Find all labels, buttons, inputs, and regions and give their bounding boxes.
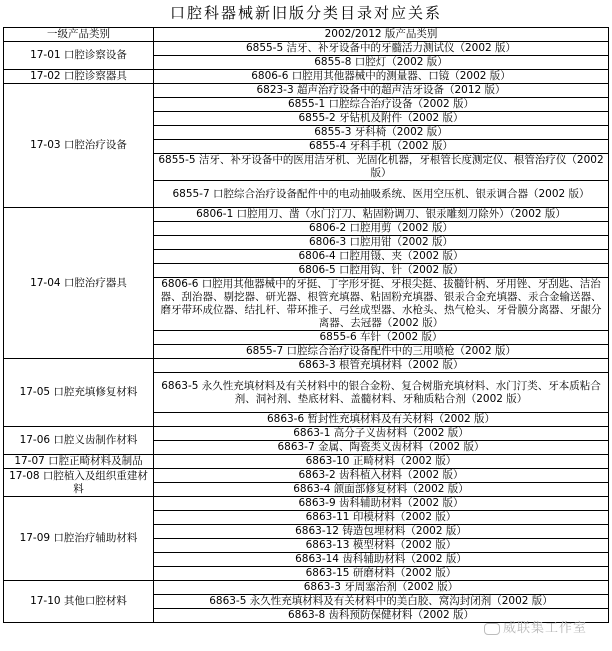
product-category-cell: 17-10 其他口腔材料 — [4, 581, 154, 623]
product-category-cell: 17-01 口腔诊察设备 — [4, 42, 154, 70]
product-category-cell: 17-03 口腔治疗设备 — [4, 84, 154, 208]
old-category-cell: 6863-7 金属、陶瓷类义齿材料（2002 版） — [154, 441, 609, 455]
old-category-cell: 6806-6 口腔用其他器械中的测量器、口镜（2002 版） — [154, 70, 609, 84]
product-category-cell: 17-04 口腔治疗器具 — [4, 208, 154, 359]
table-row — [4, 359, 609, 373]
header-old-version: 2002/2012 版产品类别 — [154, 28, 609, 42]
old-category-cell: 6855-5 洁牙、补牙设备中的医用洁牙机、光固化机器，牙根管长度测定仪、根管治疗仪（2002 版） — [154, 154, 609, 181]
old-category-cell: 6863-5 永久性充填材料及有关材料中的银合金粉、复合树脂充填材料、水门汀类、牙本质粘合剂、洞衬剂、垫底材料、盖髓材料、牙釉质粘合剂（2002 版） — [154, 373, 609, 413]
old-category-cell: 6855-7 口腔综合治疗设备配件中的电动抽吸系统、医用空压机、银汞调合器（2002 版） — [154, 181, 609, 208]
old-category-cell: 6855-7 口腔综合治疗设备配件中的三用喷枪（2002 版） — [154, 345, 609, 359]
watermark-text: 威联集工作室 — [503, 621, 588, 636]
old-category-cell: 6863-12 铸造包埋材料（2002 版） — [154, 525, 609, 539]
table-row — [4, 469, 609, 483]
old-category-cell: 6855-5 洁牙、补牙设备中的牙髓活力测试仪（2002 版） — [154, 42, 609, 56]
table-body — [4, 42, 609, 623]
old-category-cell: 6823-3 超声治疗设备中的超声洁牙设备（2012 版） — [154, 84, 609, 98]
old-category-cell: 6806-2 口腔用剪（2002 版） — [154, 222, 609, 236]
old-category-cell: 6855-3 牙科椅（2002 版） — [154, 126, 609, 140]
old-category-cell: 6863-1 高分子义齿材料（2002 版） — [154, 427, 609, 441]
old-category-cell: 6855-8 口腔灯（2002 版） — [154, 56, 609, 70]
product-category-cell: 17-05 口腔充填修复材料 — [4, 359, 154, 427]
old-category-cell: 6863-9 齿科辅助材料（2002 版） — [154, 497, 609, 511]
page-title: 口腔科器械新旧版分类目录对应关系 — [169, 4, 442, 22]
product-category-cell: 17-09 口腔治疗辅助材料 — [4, 497, 154, 581]
old-category-cell: 6863-5 永久性充填材料及有关材料中的美白胶、窝沟封闭剂（2002 版） — [154, 595, 609, 609]
table-row — [4, 70, 609, 84]
category-mapping-table — [3, 27, 609, 623]
old-category-cell: 6806-4 口腔用镊、夹（2002 版） — [154, 250, 609, 264]
old-category-cell: 6863-4 颌面部修复材料（2002 版） — [154, 483, 609, 497]
product-category-cell: 17-02 口腔诊察器具 — [4, 70, 154, 84]
old-category-cell: 6863-8 齿科预防保健材料（2002 版） — [154, 609, 609, 623]
chat-icon — [484, 623, 500, 635]
old-category-cell: 6863-10 正畸材料（2002 版） — [154, 455, 609, 469]
old-category-cell: 6863-3 根管充填材料（2002 版） — [154, 359, 609, 373]
old-category-cell: 6863-11 印模材料（2002 版） — [154, 511, 609, 525]
header-category: 一级产品类别 — [4, 28, 154, 42]
old-category-cell: 6863-6 暂封性充填材料及有关材料（2002 版） — [154, 413, 609, 427]
old-category-cell: 6855-6 车针（2002 版） — [154, 331, 609, 345]
old-category-cell: 6863-13 模型材料（2002 版） — [154, 539, 609, 553]
product-category-cell: 17-07 口腔正畸材料及制品 — [4, 455, 154, 469]
old-category-cell: 6855-1 口腔综合治疗设备（2002 版） — [154, 98, 609, 112]
old-category-cell: 6863-2 齿科植入材料（2002 版） — [154, 469, 609, 483]
old-category-cell: 6863-3 牙周塞治剂（2002 版） — [154, 581, 609, 595]
old-category-cell: 6863-15 研磨材料（2002 版） — [154, 567, 609, 581]
old-category-cell: 6806-6 口腔用其他器械中的牙挺、丁字形牙挺、牙根尖挺、拔髓针柄、牙用锉、牙刮匙、洁治器、刮治器、剔挖器、研光器、根管充填器、粘固粉充填器、银汞合金充填器、汞合金输送器、磨牙带环成位器、结扎杆、带环推子、弓丝成型器、水枪头、热气枪头、牙骨膜分离器、牙龈分离器、去冠器（2002 版） — [154, 278, 609, 331]
old-category-cell: 6863-14 齿科辅助材料（2002 版） — [154, 553, 609, 567]
old-category-cell: 6855-4 牙科手机（2002 版） — [154, 140, 609, 154]
table-row — [4, 84, 609, 98]
product-category-cell: 17-06 口腔义齿制作材料 — [4, 427, 154, 455]
table-row — [4, 497, 609, 511]
product-category-cell: 17-08 口腔植入及组织重建材料 — [4, 469, 154, 497]
old-category-cell: 6806-3 口腔用钳（2002 版） — [154, 236, 609, 250]
old-category-cell: 6806-1 口腔用刀、凿（水门汀刀、粘固粉调刀、银汞雕刻刀除外）（2002 版） — [154, 208, 609, 222]
old-category-cell: 6806-5 口腔用钩、针（2002 版） — [154, 264, 609, 278]
watermark — [484, 617, 587, 636]
old-category-cell: 6855-2 牙钻机及附件（2002 版） — [154, 112, 609, 126]
table-row — [4, 581, 609, 595]
table-row — [4, 208, 609, 222]
table-header-row — [4, 28, 609, 42]
table-row — [4, 42, 609, 56]
table-row — [4, 427, 609, 441]
table-row — [4, 455, 609, 469]
